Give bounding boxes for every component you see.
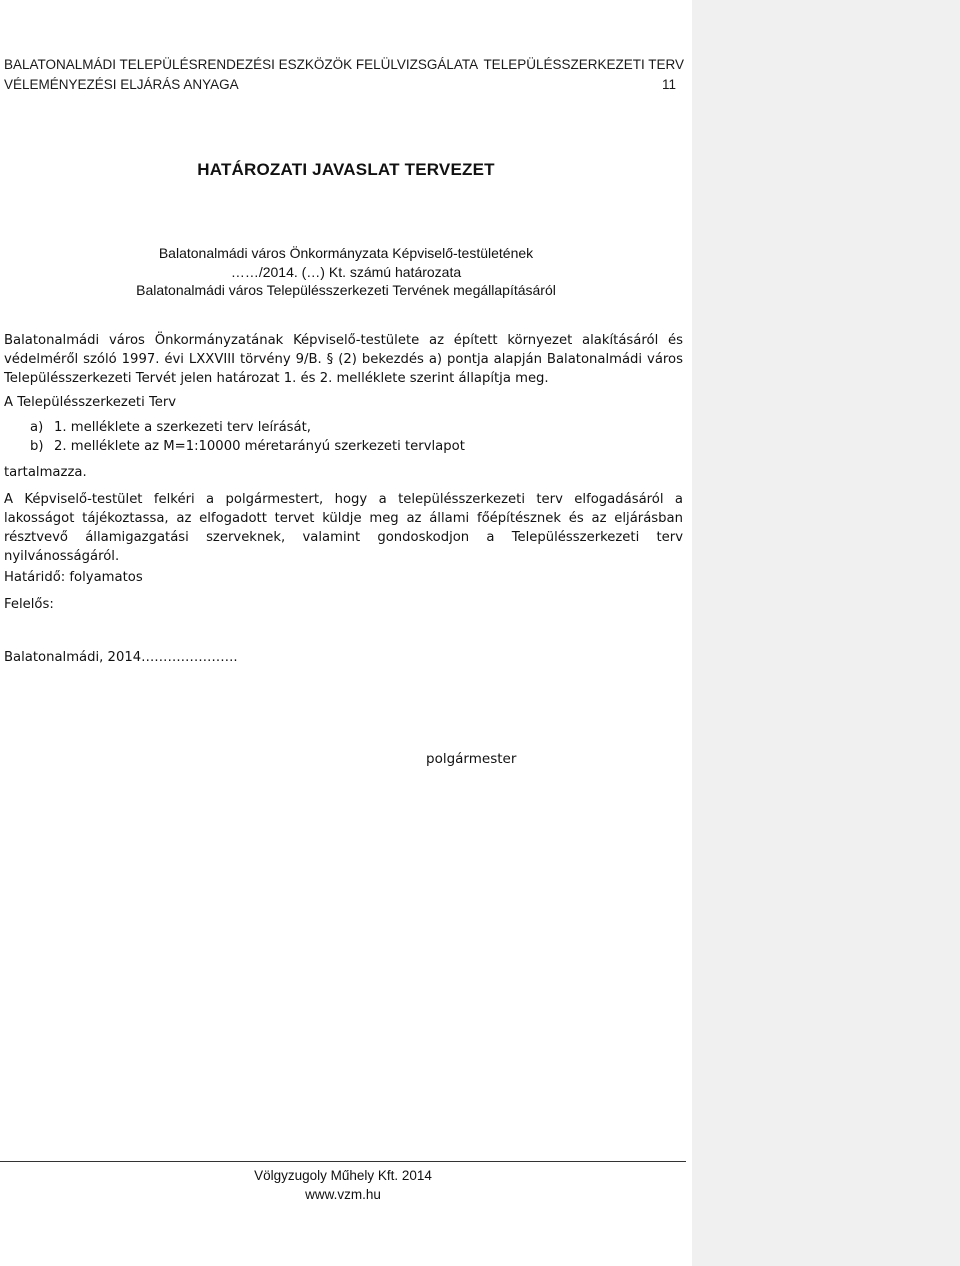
page-footer	[0, 1166, 686, 1204]
page-header	[4, 56, 684, 94]
footer-company: Völgyzugoly Műhely Kft. 2014	[254, 1168, 432, 1183]
header-procedure: VÉLEMÉNYEZÉSI ELJÁRÁS ANYAGA	[4, 77, 239, 92]
paragraph-contains: tartalmazza.	[4, 465, 87, 480]
list-item-text: 1. melléklete a szerkezeti terv leírását,	[54, 420, 311, 435]
footer-divider	[0, 1161, 686, 1162]
paragraph-plan-intro: A Településszerkezeti Terv	[4, 395, 177, 410]
decree-line-2: ……/2014. (…) Kt. számú határozata	[230, 263, 462, 280]
plan-contents-list	[30, 418, 680, 456]
header-project-title: BALATONALMÁDI TELEPÜLÉSRENDEZÉSI ESZKÖZÖK FELÜLVIZSGÁLATA	[4, 57, 479, 72]
footer-website: www.vzm.hu	[305, 1187, 381, 1202]
header-plan-title: TELEPÜLÉSSZERKEZETI TERV	[483, 57, 684, 72]
paragraph-legal-basis: Balatonalmádi város Önkormányzatának Képviselő-testülete az épített környezet alakításáról és védelméről szóló 1997. évi LXXVIII törvény 9/B. § (2) bekezdés a) pontja alapján Balatonalmádi város Településszerkezeti Tervét jelen határozat 1. és 2. melléklete szerint állapítja meg.	[4, 333, 683, 386]
signature-label: polgármester	[426, 751, 517, 767]
list-marker: a)	[30, 420, 44, 435]
deadline-line: Határidő: folyamatos	[4, 570, 143, 585]
list-marker: b)	[30, 439, 44, 454]
place-date-line: Balatonalmádi, 2014………………….	[4, 650, 238, 665]
paragraph-request: A Képviselő-testület felkéri a polgármestert, hogy a településszerkezeti terv elfogadásáról a lakosságot tájékoztassa, az elfogadott tervet küldje meg az állami főépítésznek és az eljárásban résztvevő államigazgatási szerveknek, valamint gondoskodjon a Településszerkezeti terv nyilvánosságáról.	[4, 492, 683, 564]
page-title: HATÁROZATI JAVASLAT TERVEZET	[197, 160, 495, 179]
list-item	[30, 418, 680, 437]
decree-line-3: Balatonalmádi város Településszerkezeti Tervének megállapításáról	[136, 282, 556, 298]
list-item	[30, 437, 680, 456]
responsible-line: Felelős:	[4, 597, 54, 612]
decree-line-1: Balatonalmádi város Önkormányzata Képviselő-testületének	[158, 245, 534, 261]
comment-margin-pane	[692, 0, 960, 1266]
decree-heading	[0, 244, 692, 300]
list-item-text: 2. melléklete az M=1:10000 méretarányú szerkezeti tervlapot	[54, 439, 465, 454]
page-number: 11	[661, 77, 676, 92]
